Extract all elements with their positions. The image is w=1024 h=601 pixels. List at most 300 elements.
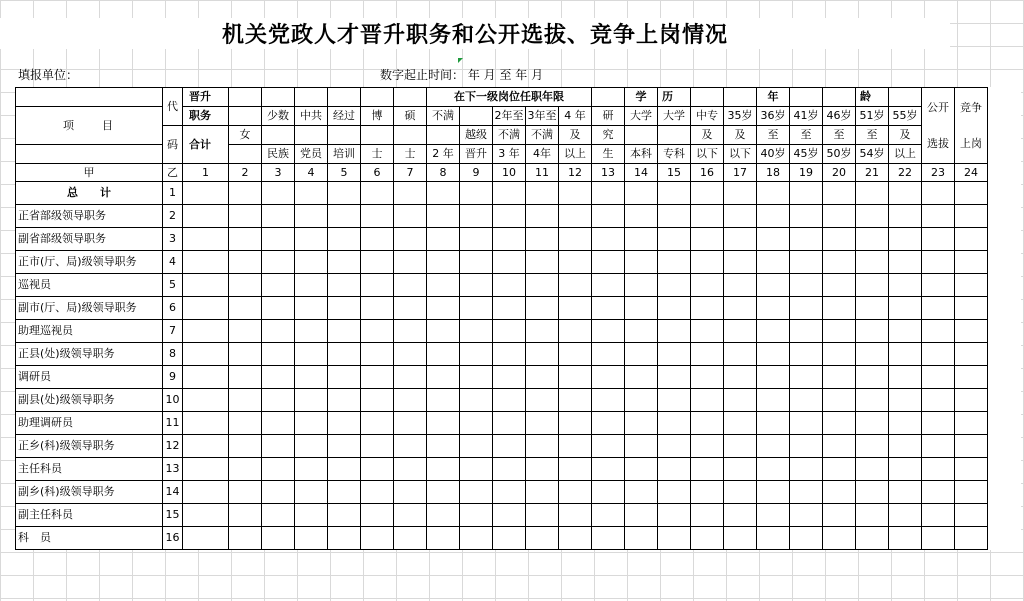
data-cell[interactable]: [691, 228, 724, 251]
data-cell[interactable]: [922, 458, 955, 481]
data-cell[interactable]: [493, 205, 526, 228]
data-cell[interactable]: [229, 251, 262, 274]
data-cell[interactable]: [328, 251, 361, 274]
data-cell[interactable]: [460, 228, 493, 251]
data-cell[interactable]: [229, 297, 262, 320]
data-cell[interactable]: [460, 274, 493, 297]
data-cell[interactable]: [592, 389, 625, 412]
data-cell[interactable]: [427, 320, 460, 343]
data-cell[interactable]: [229, 435, 262, 458]
data-cell[interactable]: [183, 205, 229, 228]
data-cell[interactable]: [625, 251, 658, 274]
data-cell[interactable]: [295, 251, 328, 274]
data-cell[interactable]: [559, 389, 592, 412]
data-cell[interactable]: [526, 366, 559, 389]
data-cell[interactable]: [427, 481, 460, 504]
data-cell[interactable]: [295, 343, 328, 366]
data-cell[interactable]: [262, 458, 295, 481]
data-cell[interactable]: [394, 504, 427, 527]
data-cell[interactable]: [262, 251, 295, 274]
data-cell[interactable]: [229, 412, 262, 435]
data-cell[interactable]: [460, 458, 493, 481]
data-cell[interactable]: [955, 412, 988, 435]
data-cell[interactable]: [460, 320, 493, 343]
data-cell[interactable]: [394, 435, 427, 458]
data-cell[interactable]: [889, 366, 922, 389]
data-cell[interactable]: [856, 343, 889, 366]
data-cell[interactable]: [625, 412, 658, 435]
data-cell[interactable]: [823, 435, 856, 458]
data-cell[interactable]: [493, 182, 526, 205]
data-cell[interactable]: [229, 504, 262, 527]
data-cell[interactable]: [790, 504, 823, 527]
data-cell[interactable]: [724, 274, 757, 297]
data-cell[interactable]: [922, 527, 955, 550]
data-cell[interactable]: [394, 274, 427, 297]
data-cell[interactable]: [955, 297, 988, 320]
data-cell[interactable]: [183, 274, 229, 297]
data-cell[interactable]: [460, 366, 493, 389]
data-cell[interactable]: [262, 297, 295, 320]
data-cell[interactable]: [460, 251, 493, 274]
data-cell[interactable]: [889, 205, 922, 228]
data-cell[interactable]: [183, 412, 229, 435]
data-cell[interactable]: [724, 205, 757, 228]
data-cell[interactable]: [262, 274, 295, 297]
data-cell[interactable]: [691, 504, 724, 527]
data-cell[interactable]: [229, 228, 262, 251]
data-cell[interactable]: [625, 435, 658, 458]
data-cell[interactable]: [394, 412, 427, 435]
data-cell[interactable]: [922, 343, 955, 366]
data-cell[interactable]: [922, 435, 955, 458]
data-cell[interactable]: [955, 228, 988, 251]
data-cell[interactable]: [724, 412, 757, 435]
data-cell[interactable]: [295, 458, 328, 481]
data-cell[interactable]: [823, 251, 856, 274]
data-cell[interactable]: [559, 458, 592, 481]
data-cell[interactable]: [922, 366, 955, 389]
data-cell[interactable]: [955, 343, 988, 366]
data-cell[interactable]: [592, 435, 625, 458]
data-cell[interactable]: [889, 481, 922, 504]
data-cell[interactable]: [262, 205, 295, 228]
data-cell[interactable]: [229, 481, 262, 504]
data-cell[interactable]: [328, 435, 361, 458]
data-cell[interactable]: [328, 527, 361, 550]
data-cell[interactable]: [889, 389, 922, 412]
data-cell[interactable]: [427, 389, 460, 412]
data-cell[interactable]: [823, 527, 856, 550]
data-cell[interactable]: [658, 412, 691, 435]
data-cell[interactable]: [493, 274, 526, 297]
data-cell[interactable]: [559, 481, 592, 504]
data-cell[interactable]: [262, 504, 295, 527]
data-cell[interactable]: [625, 182, 658, 205]
data-cell[interactable]: [361, 458, 394, 481]
data-cell[interactable]: [526, 228, 559, 251]
data-cell[interactable]: [790, 251, 823, 274]
data-cell[interactable]: [757, 297, 790, 320]
data-cell[interactable]: [592, 320, 625, 343]
data-cell[interactable]: [493, 366, 526, 389]
data-cell[interactable]: [262, 343, 295, 366]
data-cell[interactable]: [427, 205, 460, 228]
data-cell[interactable]: [790, 182, 823, 205]
data-cell[interactable]: [328, 343, 361, 366]
data-cell[interactable]: [493, 527, 526, 550]
data-cell[interactable]: [757, 481, 790, 504]
data-cell[interactable]: [559, 205, 592, 228]
data-cell[interactable]: [295, 320, 328, 343]
data-cell[interactable]: [856, 297, 889, 320]
data-cell[interactable]: [757, 343, 790, 366]
data-cell[interactable]: [757, 435, 790, 458]
data-cell[interactable]: [328, 182, 361, 205]
data-cell[interactable]: [724, 458, 757, 481]
data-cell[interactable]: [658, 481, 691, 504]
data-cell[interactable]: [328, 366, 361, 389]
data-cell[interactable]: [658, 205, 691, 228]
data-cell[interactable]: [526, 435, 559, 458]
data-cell[interactable]: [625, 527, 658, 550]
data-cell[interactable]: [427, 527, 460, 550]
data-cell[interactable]: [592, 228, 625, 251]
data-cell[interactable]: [559, 251, 592, 274]
data-cell[interactable]: [658, 182, 691, 205]
data-cell[interactable]: [427, 274, 460, 297]
data-cell[interactable]: [460, 205, 493, 228]
data-cell[interactable]: [361, 366, 394, 389]
data-cell[interactable]: [361, 435, 394, 458]
data-cell[interactable]: [592, 527, 625, 550]
data-cell[interactable]: [592, 412, 625, 435]
data-cell[interactable]: [183, 182, 229, 205]
data-cell[interactable]: [526, 504, 559, 527]
data-cell[interactable]: [856, 205, 889, 228]
data-cell[interactable]: [460, 297, 493, 320]
data-cell[interactable]: [889, 343, 922, 366]
data-cell[interactable]: [757, 251, 790, 274]
data-cell[interactable]: [295, 274, 328, 297]
data-cell[interactable]: [658, 228, 691, 251]
data-cell[interactable]: [526, 205, 559, 228]
data-cell[interactable]: [691, 389, 724, 412]
data-cell[interactable]: [183, 366, 229, 389]
data-cell[interactable]: [295, 389, 328, 412]
data-cell[interactable]: [790, 205, 823, 228]
data-cell[interactable]: [229, 343, 262, 366]
data-cell[interactable]: [790, 435, 823, 458]
data-cell[interactable]: [955, 251, 988, 274]
data-cell[interactable]: [493, 504, 526, 527]
data-cell[interactable]: [658, 251, 691, 274]
data-cell[interactable]: [493, 389, 526, 412]
data-cell[interactable]: [559, 504, 592, 527]
data-cell[interactable]: [724, 251, 757, 274]
data-cell[interactable]: [361, 297, 394, 320]
data-cell[interactable]: [955, 320, 988, 343]
data-cell[interactable]: [526, 412, 559, 435]
data-cell[interactable]: [823, 297, 856, 320]
data-cell[interactable]: [526, 274, 559, 297]
data-cell[interactable]: [427, 182, 460, 205]
data-cell[interactable]: [592, 366, 625, 389]
data-cell[interactable]: [183, 297, 229, 320]
data-cell[interactable]: [856, 182, 889, 205]
data-cell[interactable]: [625, 320, 658, 343]
data-cell[interactable]: [328, 297, 361, 320]
data-cell[interactable]: [955, 389, 988, 412]
data-cell[interactable]: [658, 389, 691, 412]
data-cell[interactable]: [229, 366, 262, 389]
data-cell[interactable]: [559, 366, 592, 389]
data-cell[interactable]: [526, 527, 559, 550]
data-cell[interactable]: [361, 389, 394, 412]
data-cell[interactable]: [592, 504, 625, 527]
data-cell[interactable]: [790, 343, 823, 366]
data-cell[interactable]: [394, 205, 427, 228]
data-cell[interactable]: [823, 343, 856, 366]
data-cell[interactable]: [724, 435, 757, 458]
data-cell[interactable]: [183, 343, 229, 366]
data-cell[interactable]: [328, 481, 361, 504]
data-cell[interactable]: [295, 527, 328, 550]
data-cell[interactable]: [889, 458, 922, 481]
data-cell[interactable]: [790, 412, 823, 435]
data-cell[interactable]: [183, 389, 229, 412]
data-cell[interactable]: [526, 343, 559, 366]
data-cell[interactable]: [493, 251, 526, 274]
data-cell[interactable]: [328, 274, 361, 297]
data-cell[interactable]: [460, 389, 493, 412]
data-cell[interactable]: [889, 320, 922, 343]
data-cell[interactable]: [526, 389, 559, 412]
data-cell[interactable]: [757, 504, 790, 527]
data-cell[interactable]: [691, 182, 724, 205]
data-cell[interactable]: [526, 182, 559, 205]
data-cell[interactable]: [889, 527, 922, 550]
data-cell[interactable]: [922, 274, 955, 297]
data-cell[interactable]: [229, 182, 262, 205]
data-cell[interactable]: [691, 366, 724, 389]
data-cell[interactable]: [922, 389, 955, 412]
data-cell[interactable]: [361, 251, 394, 274]
data-cell[interactable]: [183, 527, 229, 550]
data-cell[interactable]: [625, 297, 658, 320]
data-cell[interactable]: [526, 320, 559, 343]
data-cell[interactable]: [183, 481, 229, 504]
data-cell[interactable]: [625, 274, 658, 297]
data-cell[interactable]: [295, 182, 328, 205]
data-cell[interactable]: [427, 366, 460, 389]
data-cell[interactable]: [691, 205, 724, 228]
data-cell[interactable]: [394, 251, 427, 274]
data-cell[interactable]: [262, 527, 295, 550]
data-cell[interactable]: [757, 366, 790, 389]
data-cell[interactable]: [229, 458, 262, 481]
data-cell[interactable]: [625, 504, 658, 527]
data-cell[interactable]: [183, 320, 229, 343]
data-cell[interactable]: [889, 435, 922, 458]
data-cell[interactable]: [361, 228, 394, 251]
data-cell[interactable]: [460, 527, 493, 550]
data-cell[interactable]: [361, 412, 394, 435]
data-cell[interactable]: [823, 458, 856, 481]
data-cell[interactable]: [724, 504, 757, 527]
data-cell[interactable]: [526, 481, 559, 504]
data-cell[interactable]: [427, 435, 460, 458]
data-cell[interactable]: [229, 274, 262, 297]
data-cell[interactable]: [691, 320, 724, 343]
data-cell[interactable]: [757, 182, 790, 205]
data-cell[interactable]: [955, 274, 988, 297]
data-cell[interactable]: [955, 205, 988, 228]
data-cell[interactable]: [229, 205, 262, 228]
data-cell[interactable]: [790, 527, 823, 550]
data-cell[interactable]: [262, 435, 295, 458]
data-cell[interactable]: [823, 320, 856, 343]
data-cell[interactable]: [427, 251, 460, 274]
data-cell[interactable]: [460, 412, 493, 435]
data-cell[interactable]: [493, 320, 526, 343]
data-cell[interactable]: [262, 366, 295, 389]
data-cell[interactable]: [790, 320, 823, 343]
data-cell[interactable]: [955, 435, 988, 458]
data-cell[interactable]: [493, 412, 526, 435]
data-cell[interactable]: [922, 297, 955, 320]
data-cell[interactable]: [493, 435, 526, 458]
data-cell[interactable]: [691, 274, 724, 297]
data-cell[interactable]: [757, 228, 790, 251]
data-cell[interactable]: [625, 481, 658, 504]
data-cell[interactable]: [592, 343, 625, 366]
data-cell[interactable]: [724, 343, 757, 366]
data-cell[interactable]: [493, 228, 526, 251]
data-cell[interactable]: [922, 182, 955, 205]
data-cell[interactable]: [658, 504, 691, 527]
data-cell[interactable]: [658, 320, 691, 343]
data-cell[interactable]: [526, 251, 559, 274]
data-cell[interactable]: [361, 205, 394, 228]
data-cell[interactable]: [361, 504, 394, 527]
data-cell[interactable]: [757, 205, 790, 228]
data-cell[interactable]: [229, 389, 262, 412]
data-cell[interactable]: [691, 412, 724, 435]
data-cell[interactable]: [559, 412, 592, 435]
data-cell[interactable]: [757, 320, 790, 343]
data-cell[interactable]: [823, 205, 856, 228]
data-cell[interactable]: [856, 504, 889, 527]
data-cell[interactable]: [592, 297, 625, 320]
data-cell[interactable]: [757, 412, 790, 435]
data-cell[interactable]: [394, 297, 427, 320]
data-cell[interactable]: [823, 481, 856, 504]
data-cell[interactable]: [757, 274, 790, 297]
data-cell[interactable]: [394, 527, 427, 550]
data-cell[interactable]: [823, 366, 856, 389]
data-cell[interactable]: [328, 228, 361, 251]
data-cell[interactable]: [493, 481, 526, 504]
data-cell[interactable]: [427, 343, 460, 366]
data-cell[interactable]: [757, 389, 790, 412]
data-cell[interactable]: [183, 251, 229, 274]
data-cell[interactable]: [757, 458, 790, 481]
data-cell[interactable]: [856, 458, 889, 481]
data-cell[interactable]: [262, 320, 295, 343]
data-cell[interactable]: [592, 274, 625, 297]
data-cell[interactable]: [394, 389, 427, 412]
data-cell[interactable]: [889, 251, 922, 274]
data-cell[interactable]: [955, 182, 988, 205]
data-cell[interactable]: [592, 458, 625, 481]
data-cell[interactable]: [361, 343, 394, 366]
data-cell[interactable]: [724, 527, 757, 550]
data-cell[interactable]: [394, 366, 427, 389]
data-cell[interactable]: [691, 481, 724, 504]
data-cell[interactable]: [922, 228, 955, 251]
data-cell[interactable]: [658, 435, 691, 458]
data-cell[interactable]: [592, 251, 625, 274]
data-cell[interactable]: [183, 504, 229, 527]
data-cell[interactable]: [856, 435, 889, 458]
data-cell[interactable]: [889, 412, 922, 435]
data-cell[interactable]: [625, 366, 658, 389]
data-cell[interactable]: [790, 481, 823, 504]
data-cell[interactable]: [394, 182, 427, 205]
data-cell[interactable]: [889, 297, 922, 320]
data-cell[interactable]: [328, 320, 361, 343]
data-cell[interactable]: [625, 205, 658, 228]
data-cell[interactable]: [658, 527, 691, 550]
data-cell[interactable]: [922, 481, 955, 504]
data-cell[interactable]: [328, 205, 361, 228]
data-cell[interactable]: [592, 182, 625, 205]
data-cell[interactable]: [559, 343, 592, 366]
data-cell[interactable]: [889, 182, 922, 205]
data-cell[interactable]: [394, 343, 427, 366]
data-cell[interactable]: [955, 481, 988, 504]
data-cell[interactable]: [493, 458, 526, 481]
data-cell[interactable]: [691, 343, 724, 366]
data-cell[interactable]: [592, 481, 625, 504]
data-cell[interactable]: [823, 274, 856, 297]
data-cell[interactable]: [724, 182, 757, 205]
data-cell[interactable]: [790, 366, 823, 389]
data-cell[interactable]: [724, 481, 757, 504]
data-cell[interactable]: [625, 228, 658, 251]
data-cell[interactable]: [559, 435, 592, 458]
data-cell[interactable]: [559, 274, 592, 297]
data-cell[interactable]: [262, 228, 295, 251]
data-cell[interactable]: [559, 228, 592, 251]
data-cell[interactable]: [183, 458, 229, 481]
data-cell[interactable]: [328, 504, 361, 527]
data-cell[interactable]: [856, 251, 889, 274]
data-cell[interactable]: [724, 389, 757, 412]
data-cell[interactable]: [658, 297, 691, 320]
data-cell[interactable]: [625, 458, 658, 481]
data-cell[interactable]: [592, 205, 625, 228]
data-cell[interactable]: [856, 412, 889, 435]
data-cell[interactable]: [460, 435, 493, 458]
data-cell[interactable]: [658, 366, 691, 389]
data-cell[interactable]: [790, 389, 823, 412]
data-cell[interactable]: [922, 504, 955, 527]
data-cell[interactable]: [295, 205, 328, 228]
data-cell[interactable]: [691, 458, 724, 481]
data-cell[interactable]: [856, 481, 889, 504]
